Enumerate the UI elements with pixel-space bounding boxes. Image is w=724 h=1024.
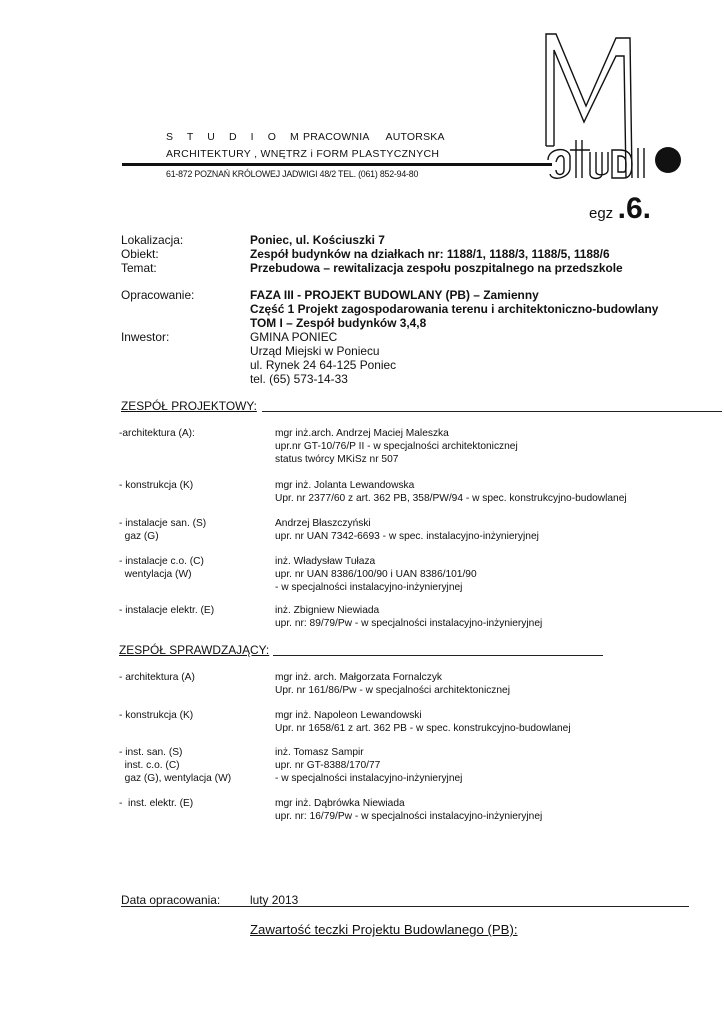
license-line: Upr. nr 161/86/Pw - w specjalności architektonicznej (275, 685, 510, 696)
role-label: - konstrukcja (K) (119, 480, 194, 491)
license-line: Upr. nr 1658/61 z art. 362 PB - w spec. konstrukcyjno-budowlanej (275, 723, 571, 734)
date-rule (121, 906, 689, 907)
license-line: Upr. nr 2377/60 z art. 362 PB, 358/PW/94 - w spec. konstrukcyjno-budowlanej (275, 493, 627, 504)
temat-label: Temat: (121, 261, 157, 275)
role-label: - inst. elektr. (E) (119, 798, 194, 809)
zespol-sprawdzajacy-rule (273, 655, 603, 656)
license-line: - w specjalności instalacyjno-inżynieryjnej (275, 773, 463, 784)
zespol-projektowy-rule (262, 411, 722, 412)
data-opracowania-label: Data opracowania: (121, 893, 221, 907)
role-label: - inst. san. (S) (119, 747, 183, 758)
checker-name: mgr inż. arch. Małgorzata Fornalczyk (275, 672, 443, 683)
copy-label: egz (589, 205, 614, 222)
role-label: - instalacje elektr. (E) (119, 605, 215, 616)
checker-name: inż. Tomasz Sampir (275, 747, 364, 758)
obiekt-label: Obiekt: (121, 247, 159, 261)
lokalizacja-label: Lokalizacja: (121, 233, 184, 247)
role-label: gaz (G) (119, 531, 159, 542)
license-line: upr. nr GT-8388/170/77 (275, 760, 381, 771)
inwestor-line: GMINA PONIEC (250, 330, 338, 344)
inwestor-line: tel. (65) 573-14-33 (250, 372, 348, 386)
role-label: - instalacje c.o. (C) (119, 556, 204, 567)
opracowanie-line: Część 1 Projekt zagospodarowania terenu i architektoniczno-budowlany (250, 302, 659, 316)
role-label: gaz (G), wentylacja (W) (119, 773, 232, 784)
designer-name: inż. Zbigniew Niewiada (275, 605, 380, 616)
license-line: upr.nr GT-10/76/P II - w specjalności architektonicznej (275, 441, 518, 452)
role-label: - architektura (A) (119, 672, 195, 683)
copy-value: .6. (617, 192, 651, 225)
license-line: - w specjalności instalacyjno-inżynieryjnej (275, 582, 463, 593)
header-rule (122, 163, 552, 166)
studio-address: 61-872 POZNAŃ KRÓLOWEJ JADWIGI 48/2 TEL. (061) 852-94-80 (166, 169, 419, 179)
license-line: status twórcy MKiSz nr 507 (275, 454, 399, 465)
temat-value: Przebudowa – rewitalizacja zespołu poszpitalnego na przedszkole (250, 261, 623, 275)
designer-name: mgr inż. Jolanta Lewandowska (275, 480, 415, 491)
studio-name: S T U D I O M (166, 131, 305, 143)
license-line: upr. nr UAN 8386/100/90 i UAN 8386/101/90 (275, 569, 477, 580)
zawartosc-heading: Zawartość teczki Projektu Budowlanego (PB): (250, 922, 518, 937)
studio-tagline: ARCHITEKTURY , WNĘTRZ i FORM PLASTYCZNYCH (166, 148, 440, 160)
studio-logo-icon (540, 28, 692, 188)
inwestor-line: Urząd Miejski w Poniecu (250, 344, 380, 358)
checker-name: mgr inż. Dąbrówka Niewiada (275, 798, 405, 809)
role-label: inst. c.o. (C) (119, 760, 180, 771)
studio-pracownia: PRACOWNIA AUTORSKA (303, 131, 445, 143)
checker-name: mgr inż. Napoleon Lewandowski (275, 710, 422, 721)
license-line: upr. nr: 16/79/Pw - w specjalności instalacyjno-inżynieryjnej (275, 811, 543, 822)
opracowanie-line: FAZA III - PROJEKT BUDOWLANY (PB) – Zamienny (250, 288, 539, 302)
designer-name: inż. Władysław Tułaza (275, 556, 376, 567)
license-line: upr. nr UAN 7342-6693 - w spec. instalacyjno-inżynieryjnej (275, 531, 539, 542)
copy-number (589, 192, 651, 226)
role-label: wentylacja (W) (119, 569, 192, 580)
role-label: - instalacje san. (S) (119, 518, 207, 529)
zespol-projektowy-heading: ZESPÓŁ PROJEKTOWY: (121, 399, 257, 413)
designer-name: Andrzej Błaszczyński (275, 518, 371, 529)
opracowanie-line: TOM I – Zespół budynków 3,4,8 (250, 316, 427, 330)
data-opracowania-value: luty 2013 (250, 893, 299, 907)
role-label: -architektura (A): (119, 428, 195, 439)
license-line: upr. nr: 89/79/Pw - w specjalności instalacyjno-inżynieryjnej (275, 618, 543, 629)
role-label: - konstrukcja (K) (119, 710, 194, 721)
inwestor-line: ul. Rynek 24 64-125 Poniec (250, 358, 397, 372)
lokalizacja-value: Poniec, ul. Kościuszki 7 (250, 233, 385, 247)
designer-name: mgr inż.arch. Andrzej Maciej Maleszka (275, 428, 449, 439)
inwestor-label: Inwestor: (121, 330, 170, 344)
zespol-sprawdzajacy-heading: ZESPÓŁ SPRAWDZAJĄCY: (119, 643, 270, 657)
obiekt-value: Zespół budynków na działkach nr: 1188/1, 1188/3, 1188/5, 1188/6 (250, 247, 610, 261)
opracowanie-label: Opracowanie: (121, 288, 195, 302)
